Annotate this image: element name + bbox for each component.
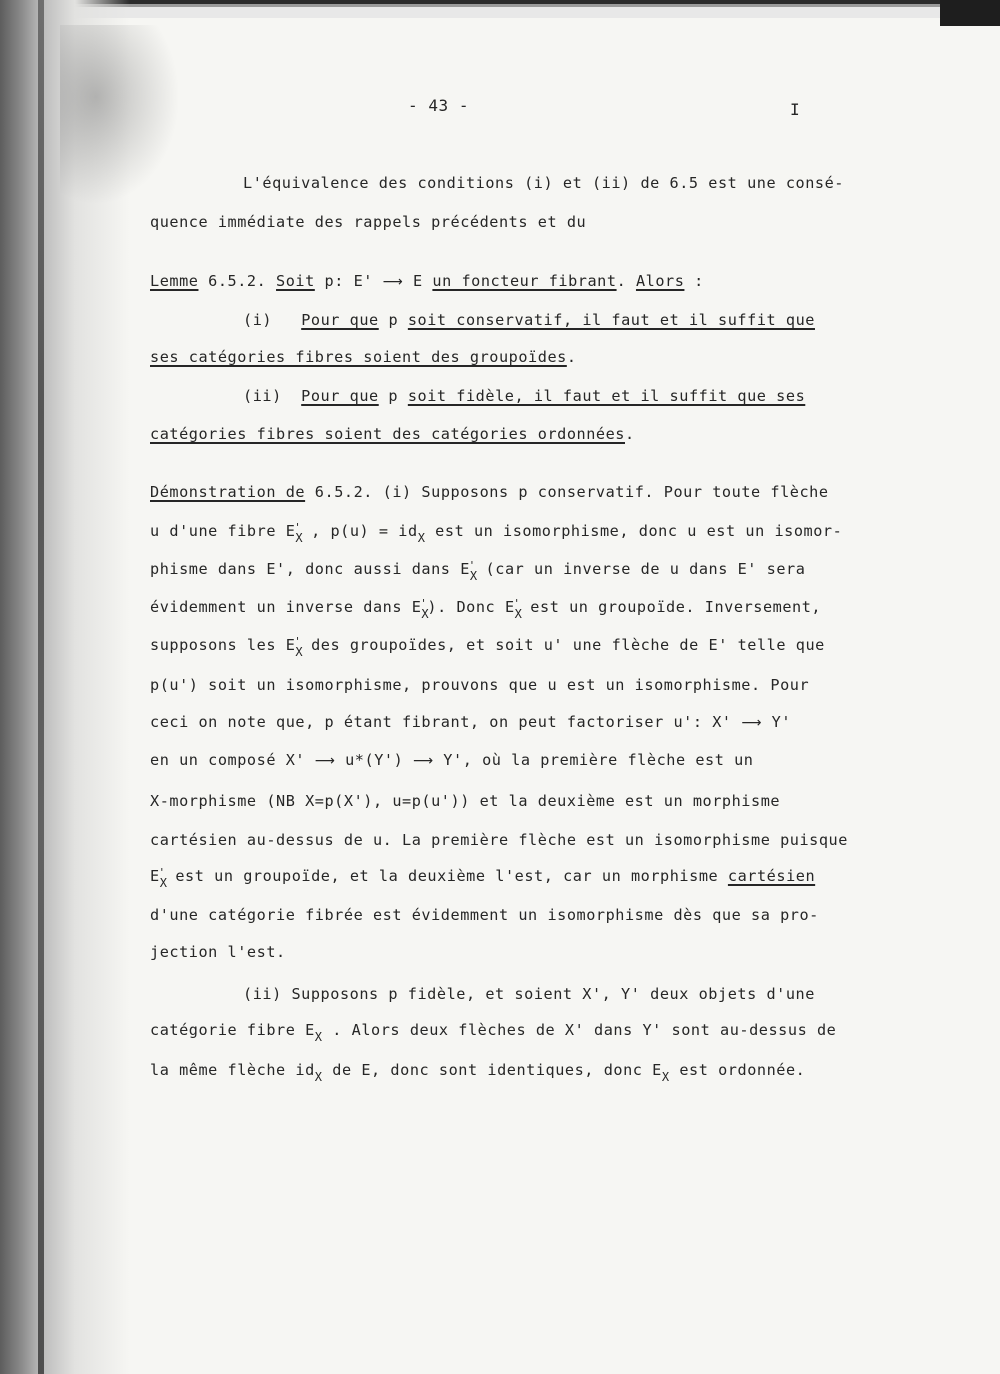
- proof-line: [150, 597, 822, 621]
- text-fragment: .: [616, 272, 636, 290]
- underlined-text: catégories fibres soient des catégories ordonnées: [150, 425, 625, 443]
- proof-line: [150, 1061, 806, 1084]
- subscript: X: [295, 645, 304, 659]
- text-fragment: p: [378, 387, 408, 405]
- text-fragment: E: [150, 867, 160, 885]
- superscript: ': [294, 521, 302, 534]
- text-fragment: est un groupoïde. Inversement,: [520, 598, 822, 616]
- proof-line: [243, 985, 815, 1003]
- underlined-text: Pour que: [301, 387, 379, 405]
- text-fragment: est ordonnée.: [669, 1061, 806, 1079]
- superscript: ': [468, 559, 476, 572]
- text-fragment: catégorie fibre E: [150, 1021, 315, 1039]
- proof-line: [150, 483, 829, 501]
- binding-shadow: [0, 0, 130, 1374]
- subscript: X: [469, 569, 478, 583]
- underlined-text: cartésien: [727, 867, 816, 885]
- lemma-line: [150, 272, 704, 290]
- scan-top-edge: [0, 0, 1000, 18]
- subscript: X: [417, 531, 426, 545]
- underlined-text: soit conservatif, il faut et il suffit que: [407, 311, 815, 329]
- paragraph-line: L'équivalence des conditions (i) et (ii) de 6.5 est une consé-: [243, 174, 845, 192]
- lemma-soit: Soit: [276, 272, 315, 290]
- proof-line: X-morphisme (NB X=p(X'), u=p(u')) et la deuxième est un morphisme: [150, 792, 781, 810]
- scan-smudge: [60, 25, 180, 205]
- superscript: ': [158, 866, 166, 879]
- text-fragment: la même flèche id: [150, 1061, 315, 1079]
- subscript: X: [314, 1070, 323, 1084]
- text-fragment: de E, donc sont identiques, donc E: [322, 1061, 662, 1079]
- arrow-icon: ⟶: [741, 715, 762, 731]
- superscript: ': [420, 597, 428, 610]
- underlined-text: Pour que: [301, 311, 379, 329]
- arrow-icon: ⟶: [412, 753, 434, 769]
- text-fragment: évidemment un inverse dans E: [150, 598, 422, 616]
- proof-line: d'une catégorie fibrée est évidemment un isomorphisme dès que sa pro-: [150, 906, 819, 924]
- proof-line: [150, 559, 806, 583]
- subscript: X: [421, 607, 430, 621]
- proof-line: p(u') soit un isomorphisme, prouvons que u est un isomorphisme. Pour: [150, 676, 810, 694]
- lemma-item-ii: [243, 387, 805, 405]
- proof-line: cartésien au-dessus de u. La première flèche est un isomorphisme puisque: [150, 831, 848, 849]
- binding-edge: [38, 0, 44, 1374]
- text-fragment: des groupoïdes, et soit u' une flèche de E' telle que: [301, 636, 825, 654]
- proof-line: [150, 866, 816, 890]
- superscript: ': [294, 635, 302, 648]
- underlined-text: ses catégories fibres soient des groupoïdes: [150, 348, 567, 366]
- text-fragment: ). Donc E: [427, 598, 515, 616]
- item-label: (ii): [243, 387, 282, 405]
- text-fragment: est un groupoïde, et la deuxième l'est, car un morphisme: [165, 867, 728, 885]
- text-fragment: .: [625, 425, 635, 443]
- foncteur-phrase: un foncteur fibrant: [432, 272, 617, 290]
- superscript: ': [513, 597, 521, 610]
- proof-line: jection l'est.: [150, 943, 286, 961]
- text-fragment: (car un inverse de u dans E' sera: [475, 560, 806, 578]
- text-fragment: .: [566, 348, 577, 366]
- text-fragment: :: [684, 272, 704, 290]
- text-fragment: u*(Y'): [335, 751, 413, 769]
- proof-line: [150, 1021, 837, 1044]
- text-fragment: . Alors deux flèches de X' dans Y' sont au-dessus de: [322, 1021, 837, 1039]
- lemma-number: 6.5.2.: [198, 272, 277, 290]
- proof-heading: Démonstration de: [150, 483, 306, 501]
- text-fragment: u d'une fibre E: [150, 522, 296, 540]
- text-fragment: Supposons p fidèle, et soient X', Y' deux objets d'une: [281, 985, 815, 1003]
- underlined-text: soit fidèle, il faut et il suffit que ses: [407, 387, 806, 405]
- text-fragment: p: E': [314, 272, 383, 290]
- text-fragment: Y', où la première flèche est un: [433, 751, 754, 769]
- lemma-item-i: [243, 311, 815, 329]
- text-fragment: Y': [761, 713, 792, 731]
- text-fragment: phisme dans E', donc aussi dans E: [150, 560, 470, 578]
- proof-line: [150, 713, 791, 731]
- arrow-icon: ⟶: [314, 753, 336, 769]
- text-fragment: E: [403, 272, 433, 290]
- subscript: X: [295, 531, 304, 545]
- page-number: - 43 -: [408, 96, 470, 115]
- subscript: X: [661, 1070, 670, 1084]
- subscript: X: [314, 1030, 323, 1044]
- item-label: (ii): [243, 985, 282, 1003]
- lemma-item-i-cont: [150, 348, 577, 366]
- proof-line: [150, 635, 825, 659]
- proof-line: [150, 521, 843, 545]
- subscript: X: [514, 607, 523, 621]
- text-fragment: est un isomorphisme, donc u est un isomor-: [425, 522, 843, 540]
- chapter-mark: I: [790, 100, 801, 119]
- text-fragment: ceci on note que, p étant fibrant, on peut factoriser u': X': [150, 713, 742, 731]
- arrow-icon: ⟶: [382, 274, 404, 290]
- scan-corner-shadow: [940, 0, 1000, 26]
- text-fragment: supposons les E: [150, 636, 296, 654]
- proof-line: [150, 751, 754, 769]
- alors-word: Alors: [635, 272, 685, 290]
- item-label: (i): [243, 311, 273, 329]
- subscript: X: [159, 876, 168, 890]
- paragraph-line: quence immédiate des rappels précédents et du: [150, 213, 587, 231]
- lemma-label: Lemme: [150, 272, 199, 290]
- text-fragment: 6.5.2. (i) Supposons p conservatif. Pour toute flèche: [305, 483, 829, 501]
- text-fragment: p: [378, 311, 408, 329]
- lemma-item-ii-cont: [150, 425, 635, 443]
- text-fragment: en un composé X': [150, 751, 315, 769]
- text-fragment: , p(u) = id: [301, 522, 418, 540]
